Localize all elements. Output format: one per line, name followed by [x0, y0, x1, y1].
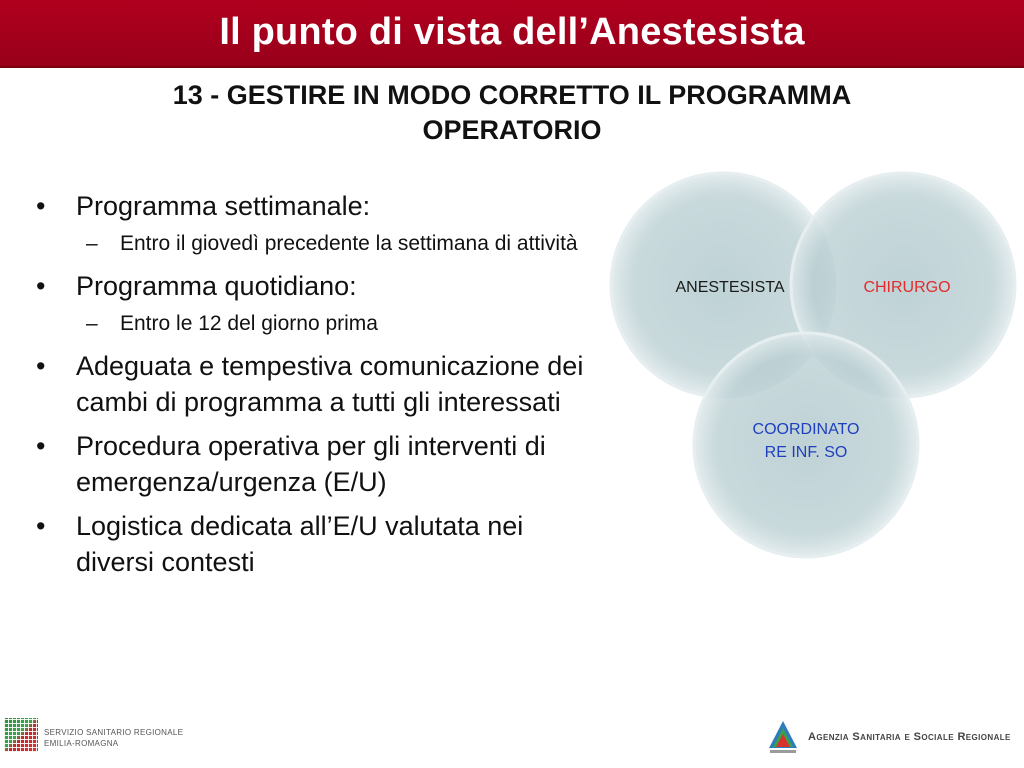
venn-label-chirurgo: CHIRURGO: [863, 279, 951, 296]
slide-title: Il punto di vista dell’Anestesista: [219, 11, 805, 53]
agency-logo-icon: [768, 720, 798, 754]
sub-bullet-item: – Entro il giovedì precedente la settimana di attività: [32, 230, 602, 258]
footer-agency-name: Agenzia Sanitaria e Sociale Regionale: [808, 731, 1011, 743]
bullet-item: • Adeguata e tempestiva comunicazione dei cambi di programma a tutti gli interessati: [32, 348, 602, 420]
sub-bullet-item: – Entro le 12 del giorno prima: [32, 310, 602, 338]
venn-label-coordinatore-2: RE INF. SO: [764, 444, 848, 461]
grid-logo-icon: [4, 718, 38, 752]
bullet-item: • Logistica dedicata all’E/U valutata nei diversi contesti: [32, 508, 602, 580]
venn-label-coordinatore-1: COORDINATO: [752, 421, 860, 438]
footer-org-line-1: SERVIZIO SANITARIO REGIONALE: [44, 728, 184, 737]
bullet-item: • Programma settimanale:: [32, 188, 602, 224]
venn-label-anestesista: ANESTESISTA: [675, 279, 785, 296]
footer-right-logo: [768, 718, 1018, 760]
subtitle-line-1: 13 - GESTIRE IN MODO CORRETTO IL PROGRAMMA: [172, 80, 852, 110]
footer-org-line-2: EMILIA-ROMAGNA: [44, 739, 119, 748]
title-bar: [0, 0, 1024, 68]
subtitle-line-2: OPERATORIO: [422, 115, 602, 145]
venn-diagram: [605, 168, 1020, 563]
slide-subtitle: [40, 78, 984, 148]
footer-left-logo: [0, 712, 200, 762]
bullet-item: • Programma quotidiano:: [32, 268, 602, 304]
bullet-list: [32, 188, 602, 588]
bullet-item: • Procedura operativa per gli interventi di emergenza/urgenza (E/U): [32, 428, 602, 500]
